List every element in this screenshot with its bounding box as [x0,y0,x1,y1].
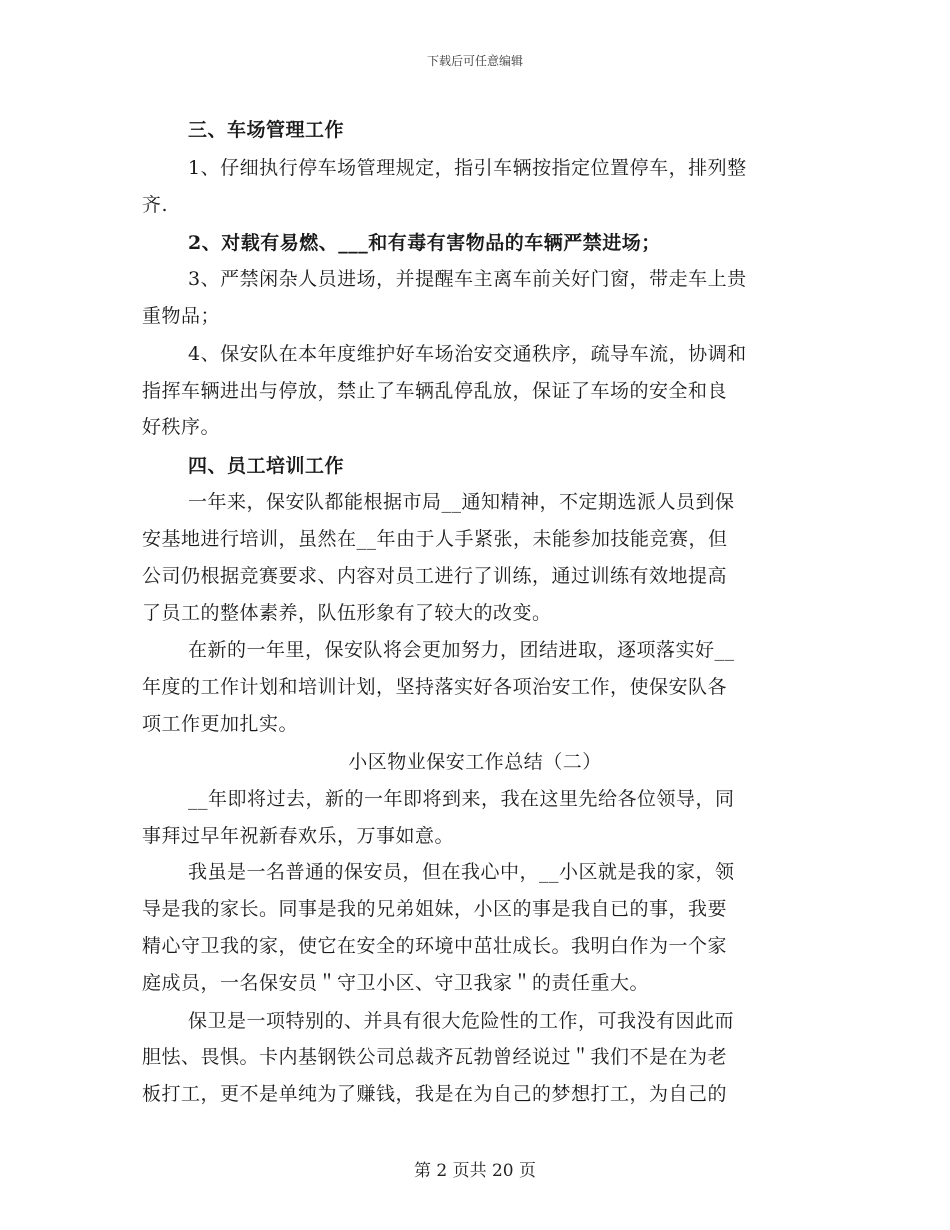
paragraph-line: 在新的一年里，保安队将会更加努力，团结进取，逐项落实好__ [188,639,735,661]
paragraph-line: 精心守卫我的家，使它在安全的环境中茁壮成长。我明白作为一个家 [142,935,728,957]
paragraph-line: 1、仔细执行停车场管理规定，指引车辆按指定位置停车，排列整 [188,157,747,179]
paragraph-line: 安基地进行培训，虽然在__年由于人手紧张，未能参加技能竞赛，但 [142,528,728,550]
paragraph-line: 保卫是一项特别的、并具有很大危险性的工作，可我没有因此而 [188,1010,735,1032]
paragraph-line: 3、严禁闲杂人员进场，并提醒车主离车前关好门窗，带走车上贵 [188,268,747,290]
paragraph-line: 庭成员，一名保安员＂守卫小区、守卫我家＂的责任重大。 [142,972,650,994]
paragraph-line: 年度的工作计划和培训计划，坚持落实好各项治安工作，使保安队各 [142,676,728,698]
paragraph-line-bold: 2、对载有易燃、___和有毒有害物品的车辆严禁进场； [188,232,661,254]
page-footer: 第 2 页共 20 页 [413,1161,537,1181]
paragraph-line: 了员工的整体素养，队伍形象有了较大的改变。 [142,602,552,624]
paragraph-line: 齐. [142,194,169,216]
paragraph-line: 胆怯、畏惧。卡内基钢铁公司总裁齐瓦勃曾经说过＂我们不是在为老 [142,1046,728,1068]
page-header: 下载后可任意编辑 [426,54,523,68]
paragraph-line: 重物品； [142,305,221,327]
paragraph-line: 板打工，更不是单纯为了赚钱，我是在为自己的梦想打工，为自己的 [142,1083,728,1105]
paragraph-line: 一年来，保安队都能根据市局__通知精神，不定期选派人员到保 [188,491,735,513]
section-heading-training: 四、员工培训工作 [188,455,345,477]
paragraph-line: 好秩序。 [142,416,221,438]
paragraph-line: 项工作更加扎实。 [142,713,299,735]
paragraph-line: 我虽是一名普通的保安员，但在我心中，__小区就是我的家，领 [188,861,735,883]
paragraph-line: 导是我的家长。同事是我的兄弟姐妹，小区的事是我自已的事，我要 [142,898,728,920]
paragraph-line: __年即将过去，新的一年即将到来，我在这里先给各位领导，同 [188,788,735,810]
paragraph-line: 公司仍根据竞赛要求、内容对员工进行了训练，通过训练有效地提高 [142,565,728,587]
paragraph-line: 指挥车辆进出与停放，禁止了车辆乱停乱放，保证了车场的安全和良 [142,380,728,402]
section-heading-parking: 三、车场管理工作 [188,119,345,141]
paragraph-line: 4、保安队在本年度维护好车场治安交通秩序，疏导车流，协调和 [188,343,747,365]
section-title: 小区物业保安工作总结（二） [348,751,602,773]
paragraph-line: 事拜过早年祝新春欢乐，万事如意。 [142,825,455,847]
